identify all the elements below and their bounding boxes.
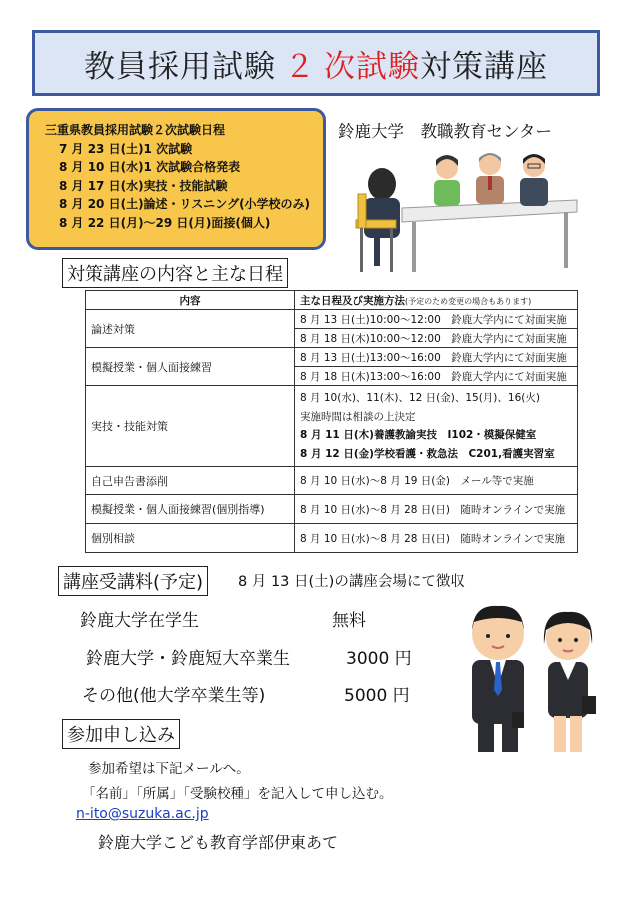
section-heading-fee: 講座受講料(予定) <box>58 566 208 596</box>
title-part1: 教員採用試験 <box>84 48 276 85</box>
table-cell-line: 8 月 11 日(木)養護教諭実技 I102・模擬保健室 <box>300 429 537 441</box>
table-cell-label: 模擬授業・個人面接練習 <box>86 348 295 386</box>
fee-price: 3000 円 <box>346 649 412 669</box>
table-cell-multiline <box>295 386 578 467</box>
table-cell-line: 8 月 10 日(水)～8 月 19 日(金) メール等で実施 <box>295 467 578 495</box>
center-name: 鈴鹿大学 教職教育センター <box>338 122 552 141</box>
table-cell-label: 実技・技能対策 <box>86 386 295 467</box>
table-cell-label: 模擬授業・個人面接練習(個別指導) <box>86 495 295 524</box>
table-row <box>86 348 578 367</box>
fee-price: 5000 円 <box>344 686 410 706</box>
table-row <box>86 495 578 524</box>
schedule-item: 8 月 22 日(月)～29 日(月)面接(個人) <box>59 215 271 230</box>
schedule-item: 8 月 10 日(水)1 次試験合格発表 <box>59 160 241 174</box>
schedule-item: 7 月 23 日(土)1 次試験 <box>59 141 193 156</box>
exam-schedule-box <box>26 108 326 250</box>
apply-instruction: 参加希望は下記メールへ。 <box>88 761 250 777</box>
table-cell-label: 個別相談 <box>86 524 295 553</box>
section-heading-apply: 参加申し込み <box>62 719 180 749</box>
lecture-schedule-table <box>85 290 578 553</box>
title-part4: 対策講座 <box>420 48 548 85</box>
table-cell-line: 8 月 18 日(木)13:00～16:00 鈴鹿大学内にて対面実施 <box>295 367 578 386</box>
title-banner <box>32 30 600 96</box>
schedule-item: 8 月 20 日(土)論述・リスニング(小学校のみ) <box>59 197 311 211</box>
table-header-row <box>86 291 578 310</box>
table-cell-line: 実施時間は相談の上決定 <box>300 410 416 423</box>
table-cell-line: 8 月 18 日(木)10:00～12:00 鈴鹿大学内にて対面実施 <box>295 329 578 348</box>
table-header-content: 内容 <box>86 291 295 310</box>
addressee: 鈴鹿大学こども教育学部伊東あて <box>98 833 339 852</box>
schedule-heading: 三重県教員採用試験２次試験日程 <box>45 123 226 137</box>
table-header-schedule <box>295 291 578 310</box>
title-part2: ２ <box>284 48 316 85</box>
schedule-item: 8 月 17 日(水)実技・技能試験 <box>59 178 228 193</box>
fee-note: 8 月 13 日(土)の講座会場にて徴収 <box>238 574 465 590</box>
fee-label: その他(他大学卒業生等) <box>82 686 266 706</box>
fee-label: 鈴鹿大学・鈴鹿短大卒業生 <box>86 649 290 669</box>
table-row <box>86 310 578 329</box>
table-header-note: (予定のため変更の場合もあります) <box>405 296 532 306</box>
table-row <box>86 467 578 495</box>
table-cell-line: 8 月 10 日(水)～8 月 28 日(日) 随時オンラインで実施 <box>295 524 578 553</box>
apply-instruction: 「名前」「所属」「受験校種」を記入して申し込む。 <box>82 786 393 802</box>
table-row <box>86 386 578 467</box>
table-cell-line: 8 月 12 日(金)学校看護・救急法 C201,看護実習室 <box>300 447 555 460</box>
table-cell-line: 8 月 13 日(土)13:00～16:00 鈴鹿大学内にて対面実施 <box>295 348 578 367</box>
title-part3: 次試験 <box>324 48 420 85</box>
email-link[interactable]: n-ito@suzuka.ac.jp <box>76 806 209 822</box>
table-row <box>86 524 578 553</box>
table-header-schedule-label: 主な日程及び実施方法 <box>300 294 405 307</box>
table-cell-label: 論述対策 <box>86 310 295 348</box>
table-cell-label: 自己申告書添削 <box>86 467 295 495</box>
table-cell-line: 8 月 10 日(水)～8 月 28 日(日) 随時オンラインで実施 <box>295 495 578 524</box>
fee-label: 鈴鹿大学在学生 <box>80 611 199 631</box>
students-in-suits-illustration <box>456 600 606 760</box>
interview-panel-illustration <box>352 148 582 278</box>
section-heading-lectures: 対策講座の内容と主な日程 <box>62 258 288 288</box>
table-cell-line: 8 月 13 日(土)10:00～12:00 鈴鹿大学内にて対面実施 <box>295 310 578 329</box>
table-cell-line: 8 月 10(水)、11(木)、12 日(金)、15(月)、16(火) <box>300 392 540 404</box>
fee-price: 無料 <box>332 611 366 631</box>
